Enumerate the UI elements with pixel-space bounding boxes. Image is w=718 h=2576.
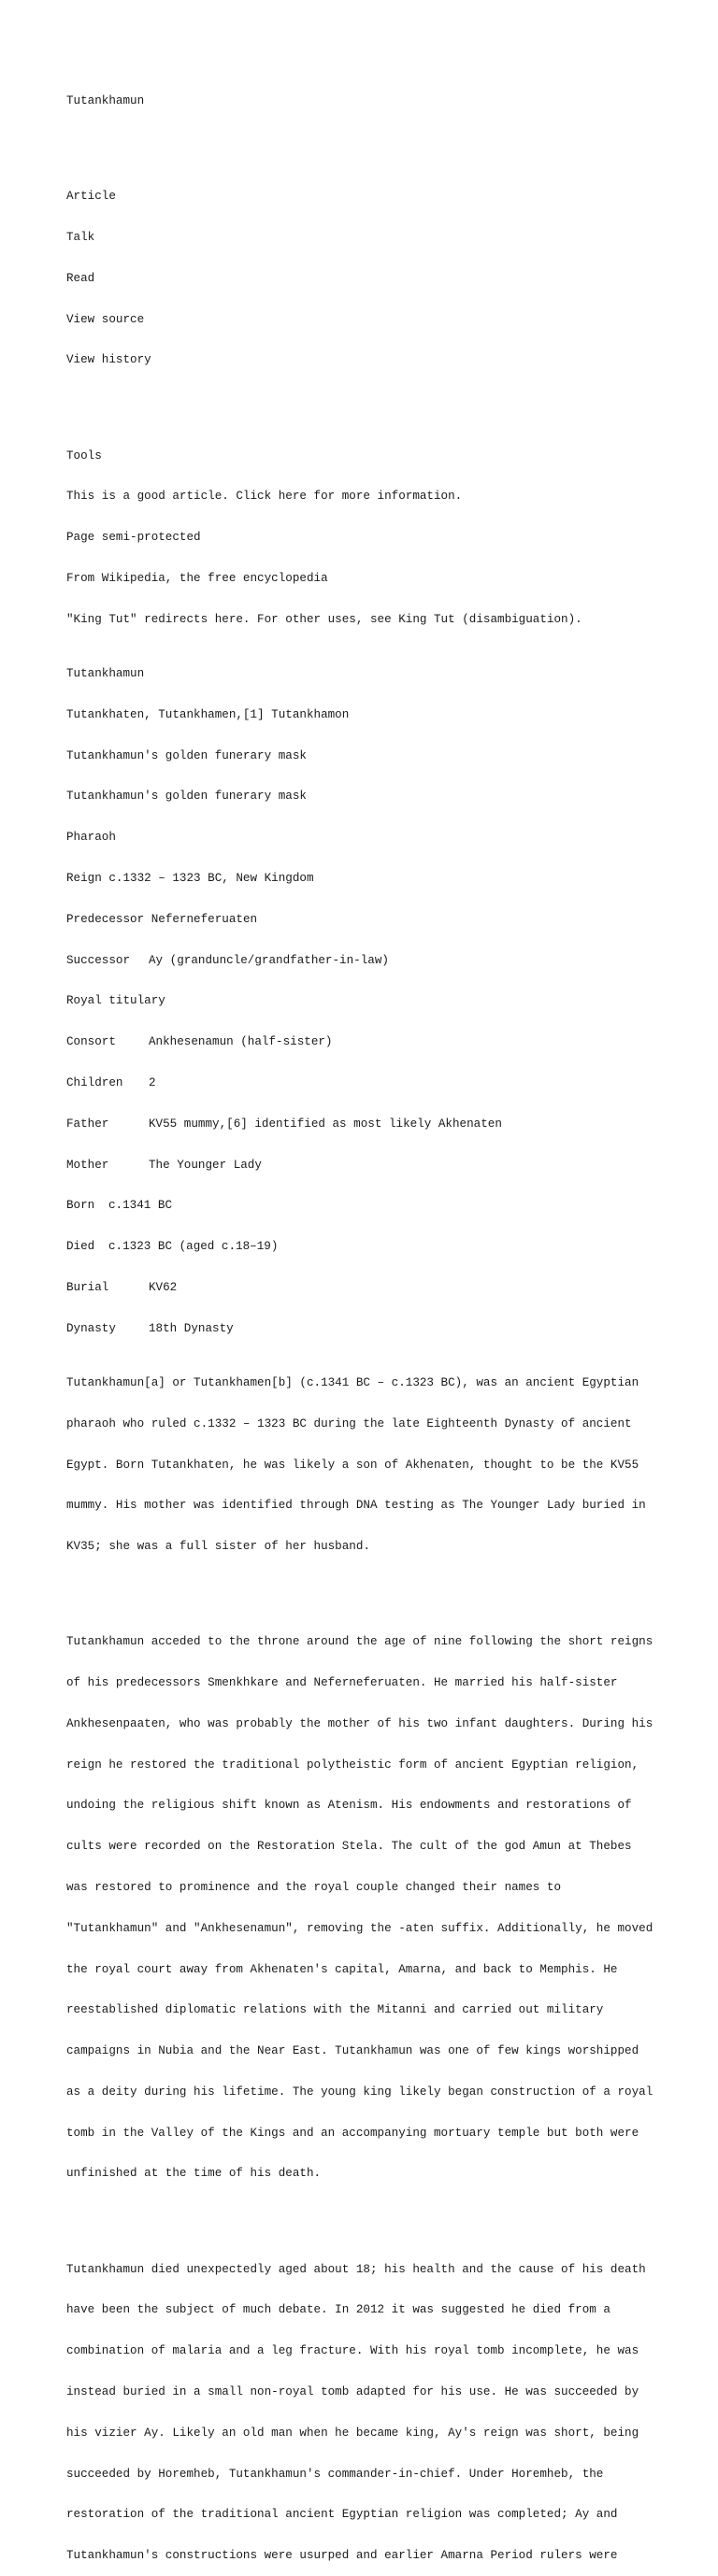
paragraph-line: undoing the religious shift known as Atenism. His endowments and restorations of [66,1799,632,1813]
infobox-successor-link[interactable]: Ay (granduncle/grandfather-in-law) [149,953,389,967]
page-title: Tutankhamun [66,94,145,108]
infobox-consort-row [66,1035,665,1049]
tab-talk[interactable]: Talk [66,231,95,245]
paragraph-line: have been the subject of much debate. In 2012 it was suggested he died from a [66,2303,610,2317]
tab-article[interactable]: Article [66,190,116,204]
paragraph-line: instead buried in a small non-royal tomb adapted for his use. He was succeeded by [66,2384,639,2398]
paragraph-line: Ankhesenpaaten, who was probably the mother of his two infant daughters. During his [66,1716,653,1730]
infobox-successor-row [66,954,665,968]
infobox-born-value: c.1341 BC [108,1199,173,1213]
infobox-consort-label: Consort [66,1035,116,1049]
infobox-role: Pharaoh [66,831,116,845]
paragraph-line: Tutankhamun[a] or Tutankhamen[b] (c.1341 BC – c.1323 BC), was an ancient Egyptian [66,1376,639,1389]
infobox-successor-label: Successor [66,953,131,967]
paragraph-line: as a deity during his lifetime. The young king likely began construction of a royal [66,2085,653,2099]
paragraph-line: KV35; she was a full sister of her husband. [66,1540,370,1554]
infobox-dynasty-label: Dynasty [66,1321,116,1335]
paragraph-line: Tutankhamun's constructions were usurped and earlier Amarna Period rulers were [66,2549,618,2563]
infobox-mother-row [66,1159,665,1173]
infobox-titulary: Royal titulary [66,994,165,1008]
infobox-predecessor-label: Predecessor [66,912,145,926]
infobox-father-link[interactable]: KV55 mummy,[6] identified as most likely Akhenaten [149,1117,502,1131]
infobox-father-row [66,1117,665,1131]
infobox-name: Tutankhamun [66,667,145,681]
tools-menu[interactable]: Tools [66,448,102,463]
infobox-dynasty-link[interactable]: 18th Dynasty [149,1321,234,1335]
article-page [66,67,665,2576]
paragraph-line: Tutankhamun died unexpectedly aged about 18; his health and the cause of his death [66,2262,646,2276]
infobox-born-row [66,1199,665,1213]
paragraph-line: tomb in the Valley of the Kings and an accompanying mortuary temple but both were [66,2126,639,2140]
tab-view-history[interactable]: View history [66,353,151,367]
infobox-children-row [66,1076,665,1090]
paragraph-line: mummy. His mother was identified through DNA testing as The Younger Lady buried in [66,1499,646,1513]
paragraph-line: pharaoh who ruled c.1332 – 1323 BC during the late Eighteenth Dynasty of ancient [66,1416,632,1430]
infobox-father-label: Father [66,1117,109,1131]
infobox-burial-link[interactable]: KV62 [149,1280,178,1294]
infobox-born-label: Born [66,1199,95,1213]
paragraph-line: Egypt. Born Tutankhaten, he was likely a son of Akhenaten, thought to be the KV55 [66,1458,639,1472]
paragraph-line: was restored to prominence and the royal couple changed their names to [66,1880,562,1894]
spacer [66,2208,665,2222]
paragraph-line: cults were recorded on the Restoration Stela. The cult of the god Amun at Thebes [66,1840,632,1854]
infobox-image[interactable]: Tutankhamun's golden funerary mask [66,748,307,762]
infobox-died-label: Died [66,1240,95,1254]
infobox-reign: Reign c.1332 – 1323 BC, New Kingdom [66,872,314,886]
spacer [66,1581,665,1595]
infobox-image-caption: Tutankhamun's golden funerary mask [66,790,307,804]
spacer [66,394,665,408]
paragraph-line: "Tutankhamun" and "Ankhesenamun", removing the -aten suffix. Additionally, he moved [66,1921,653,1935]
infobox-alt-names: Tutankhaten, Tutankhamen,[1] Tutankhamon [66,707,350,721]
infobox-died-row [66,1240,665,1254]
infobox-children-value: 2 [149,1075,156,1089]
paragraph-line: reign he restored the traditional polytheistic form of ancient Egyptian religion, [66,1758,639,1772]
infobox-died-value: c.1323 BC (aged c.18–19) [108,1240,279,1254]
paragraph-line: unfinished at the time of his death. [66,2167,322,2181]
paragraph-line: succeeded by Horemheb, Tutankhamun's commander-in-chief. Under Horemheb, the [66,2467,604,2481]
good-article-notice[interactable]: This is a good article. Click here for more information. [66,490,463,504]
infobox-predecessor-row [66,913,665,927]
paragraph-line: campaigns in Nubia and the Near East. Tutankhamun was one of few kings worshipped [66,2044,639,2058]
paragraph-line: the royal court away from Akhenaten's capital, Amarna, and back to Memphis. He [66,1962,618,1976]
paragraph-line: combination of malaria and a leg fracture. With his royal tomb incomplete, he was [66,2344,639,2358]
infobox-burial-label: Burial [66,1280,109,1294]
paragraph-line: restoration of the traditional ancient Egyptian religion was completed; Ay and [66,2508,618,2522]
spacer [66,135,665,149]
infobox-mother-link[interactable]: The Younger Lady [149,1158,262,1172]
tab-read[interactable]: Read [66,271,95,285]
infobox-burial-row [66,1281,665,1295]
infobox-predecessor-link[interactable]: Neferneferuaten [151,912,258,926]
paragraph-line: his vizier Ay. Likely an old man when he became king, Ay's reign was short, being [66,2426,639,2440]
infobox-consort-link[interactable]: Ankhesenamun (half-sister) [149,1035,333,1049]
tab-view-source[interactable]: View source [66,312,145,326]
hatnote[interactable]: "King Tut" redirects here. For other uses, see King Tut (disambiguation). [66,612,582,626]
paragraph-line: of his predecessors Smenkhkare and Neferneferuaten. He married his half-sister [66,1676,618,1690]
infobox-dynasty-row [66,1322,665,1336]
site-subtitle: From Wikipedia, the free encyclopedia [66,571,328,585]
infobox-children-label: Children [66,1075,123,1089]
protection-notice: Page semi-protected [66,531,201,545]
infobox-mother-label: Mother [66,1158,109,1172]
paragraph-line: Tutankhamun acceded to the throne around the age of nine following the short reigns [66,1635,653,1649]
paragraph-line: reestablished diplomatic relations with the Mitanni and carried out military [66,2003,604,2017]
